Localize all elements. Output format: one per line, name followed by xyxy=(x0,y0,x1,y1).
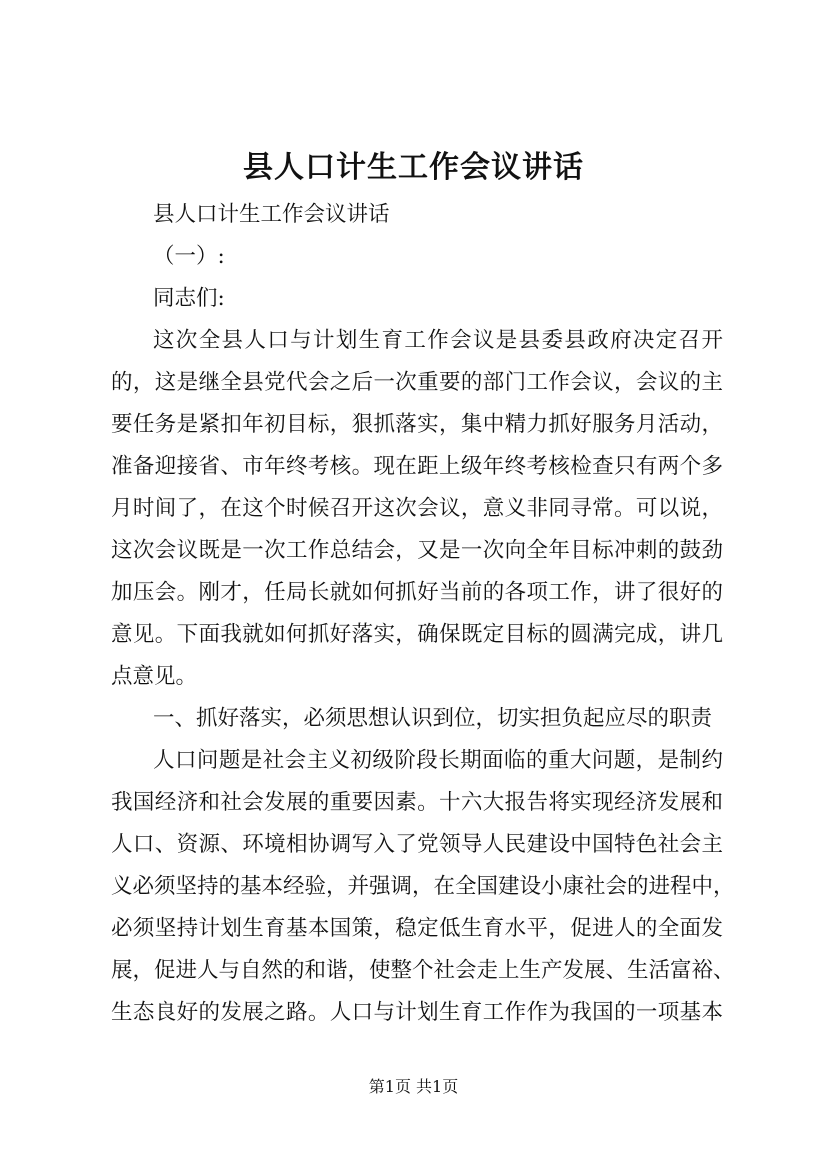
text-line: 同志们: xyxy=(153,286,225,311)
text-line: 必须坚持计划生育基本国策，稳定低生育水平，促进人的全面发 xyxy=(111,916,723,941)
text-line: 准备迎接省、市年终考核。现在距上级年终考核检查只有两个多 xyxy=(111,454,723,479)
document-title: 县人口计生工作会议讲话 xyxy=(243,150,584,185)
text-line: 一、抓好落实，必须思想认识到位，切实担负起应尽的职责 xyxy=(153,706,713,731)
text-line: 人口问题是社会主义初级阶段长期面临的重大问题，是制约 xyxy=(153,748,723,773)
document-body xyxy=(111,194,735,1034)
text-line: 这次全县人口与计划生育工作会议是县委县政府决定召开 xyxy=(153,328,723,353)
text-line: 义必须坚持的基本经验，并强调，在全国建设小康社会的进程中， xyxy=(111,874,735,899)
text-line: 我国经济和社会发展的重要因素。十六大报告将实现经济发展和 xyxy=(111,790,723,815)
text-line: 月时间了，在这个时候召开这次会议，意义非同寻常。可以说， xyxy=(111,496,723,521)
text-line: 点意见。 xyxy=(111,664,198,689)
text-line: 意见。下面我就如何抓好落实，确保既定目标的圆满完成，讲几 xyxy=(111,622,723,647)
text-line: 生态良好的发展之路。人口与计划生育工作作为我国的一项基本 xyxy=(111,1000,723,1025)
text-line: 的，这是继全县党代会之后一次重要的部门工作会议，会议的主 xyxy=(111,370,723,395)
text-line: 要任务是紧扣年初目标，狠抓落实，集中精力抓好服务月活动， xyxy=(111,412,723,437)
text-line: 人口、资源、环境相协调写入了党领导人民建设中国特色社会主 xyxy=(111,832,723,857)
page-footer: 第1页 共1页 xyxy=(368,1077,459,1096)
text-line: 县人口计生工作会议讲话 xyxy=(153,202,390,227)
text-line: 加压会。刚才，任局长就如何抓好当前的各项工作，讲了很好的 xyxy=(111,580,723,605)
text-line: （一）: xyxy=(153,244,225,269)
text-line: 展，促进人与自然的和谐，使整个社会走上生产发展、生活富裕、 xyxy=(111,958,735,983)
text-line: 这次会议既是一次工作总结会，又是一次向全年目标冲刺的鼓劲 xyxy=(111,538,723,563)
